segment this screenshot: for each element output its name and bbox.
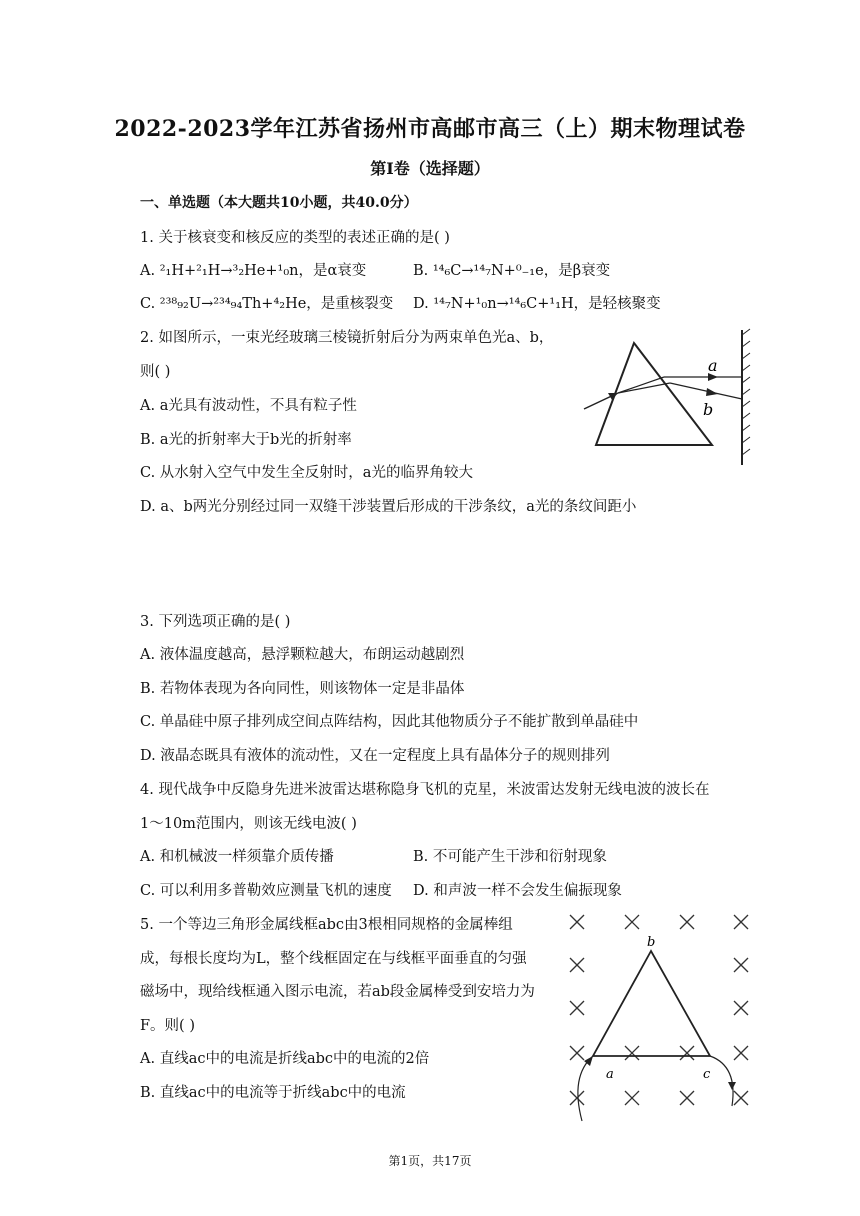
ray-b [670,383,742,399]
page-subtitle: 第Ⅰ卷（选择题） [370,159,490,178]
question-1-option-d: D. ¹⁴₇N+¹₀n→¹⁴₆C+¹₁H，是轻核聚变 [413,296,661,312]
question-2-option-b: B. a光的折射率大于b光的折射率 [140,432,352,448]
label-c: c [703,1067,711,1082]
current-out-arrow [728,1082,736,1090]
question-4-option-b: B. 不可能产生干涉和衍射现象 [413,849,607,865]
page-title: 2022-2023学年江苏省扬州市高邮市高三（上）期末物理试卷 [114,116,746,142]
triangle-field-figure [560,906,755,1126]
question-4-stem-line-2: 1～10m范围内，则该无线电波( ) [140,816,357,832]
label-b: b [647,935,656,950]
question-4-option-a: A. 和机械波一样须靠介质传播 [140,849,334,865]
question-5-stem-line-2: 成，每根长度均为L，整个线框固定在与线框平面垂直的匀强 [140,951,527,967]
question-1-option-a: A. ²₁H+²₁H→³₂He+¹₀n，是α衰变 [140,263,367,279]
page-number: 第1页，共17页 [388,1154,472,1168]
question-1-stem: 1. 关于核衰变和核反应的类型的表述正确的是( ) [140,230,450,246]
section-heading: 一、单选题（本大题共10小题，共40.0分） [140,195,418,211]
question-4-stem-line-1: 4. 现代战争中反隐身先进米波雷达堪称隐身飞机的克星，米波雷达发射无线电波的波长在 [140,782,710,798]
label-b: b [703,400,714,419]
question-5-stem-line-1: 5. 一个等边三角形金属线框abc由3根相同规格的金属棒组 [140,917,513,933]
question-5-stem-line-4: F。则( ) [140,1018,195,1034]
question-3-stem: 3. 下列选项正确的是( ) [140,614,291,630]
question-3-option-a: A. 液体温度越高，悬浮颗粒越大，布朗运动越剧烈 [140,647,465,663]
current-in-wire [578,1056,593,1121]
magnetic-field-crosses [570,915,748,1105]
question-3-option-c: C. 单晶硅中原子排列成空间点阵结构，因此其他物质分子不能扩散到单晶硅中 [140,714,639,730]
question-2-option-c: C. 从水射入空气中发生全反射时，a光的临界角较大 [140,465,473,481]
current-out-wire [710,1056,733,1106]
prism-figure [578,325,758,470]
question-5-stem-line-3: 磁场中，现给线框通入图示电流，若ab段金属棒受到安培力为 [140,984,535,1000]
question-2-option-a: A. a光具有波动性，不具有粒子性 [140,398,357,414]
question-3-option-b: B. 若物体表现为各向同性，则该物体一定是非晶体 [140,681,465,697]
question-2-stem-line-2: 则( ) [140,364,171,380]
question-1-option-c: C. ²³⁸₉₂U→²³⁴₉₄Th+⁴₂He，是重核裂变 [140,296,394,312]
wire-triangle [593,951,710,1056]
question-5-option-a: A. 直线ac中的电流是折线abc中的电流的2倍 [140,1051,430,1067]
label-a: a [708,356,718,375]
ray-b-arrow [706,388,718,396]
screen-hatching [742,329,750,455]
question-2-option-d: D. a、b两光分别经过同一双缝干涉装置后形成的干涉条纹，a光的条纹间距小 [140,499,637,515]
question-3-option-d: D. 液晶态既具有液体的流动性，又在一定程度上具有晶体分子的规则排列 [140,748,610,764]
question-5-option-b: B. 直线ac中的电流等于折线abc中的电流 [140,1085,406,1101]
question-1-option-b: B. ¹⁴₆C→¹⁴₇N+⁰₋₁e，是β衰变 [413,263,611,279]
question-4-option-d: D. 和声波一样不会发生偏振现象 [413,883,622,899]
label-a: a [606,1067,614,1082]
question-4-option-c: C. 可以利用多普勒效应测量飞机的速度 [140,883,392,899]
question-2-stem-line-1: 2. 如图所示，一束光经玻璃三棱镜折射后分为两束单色光a、b， [140,330,554,346]
